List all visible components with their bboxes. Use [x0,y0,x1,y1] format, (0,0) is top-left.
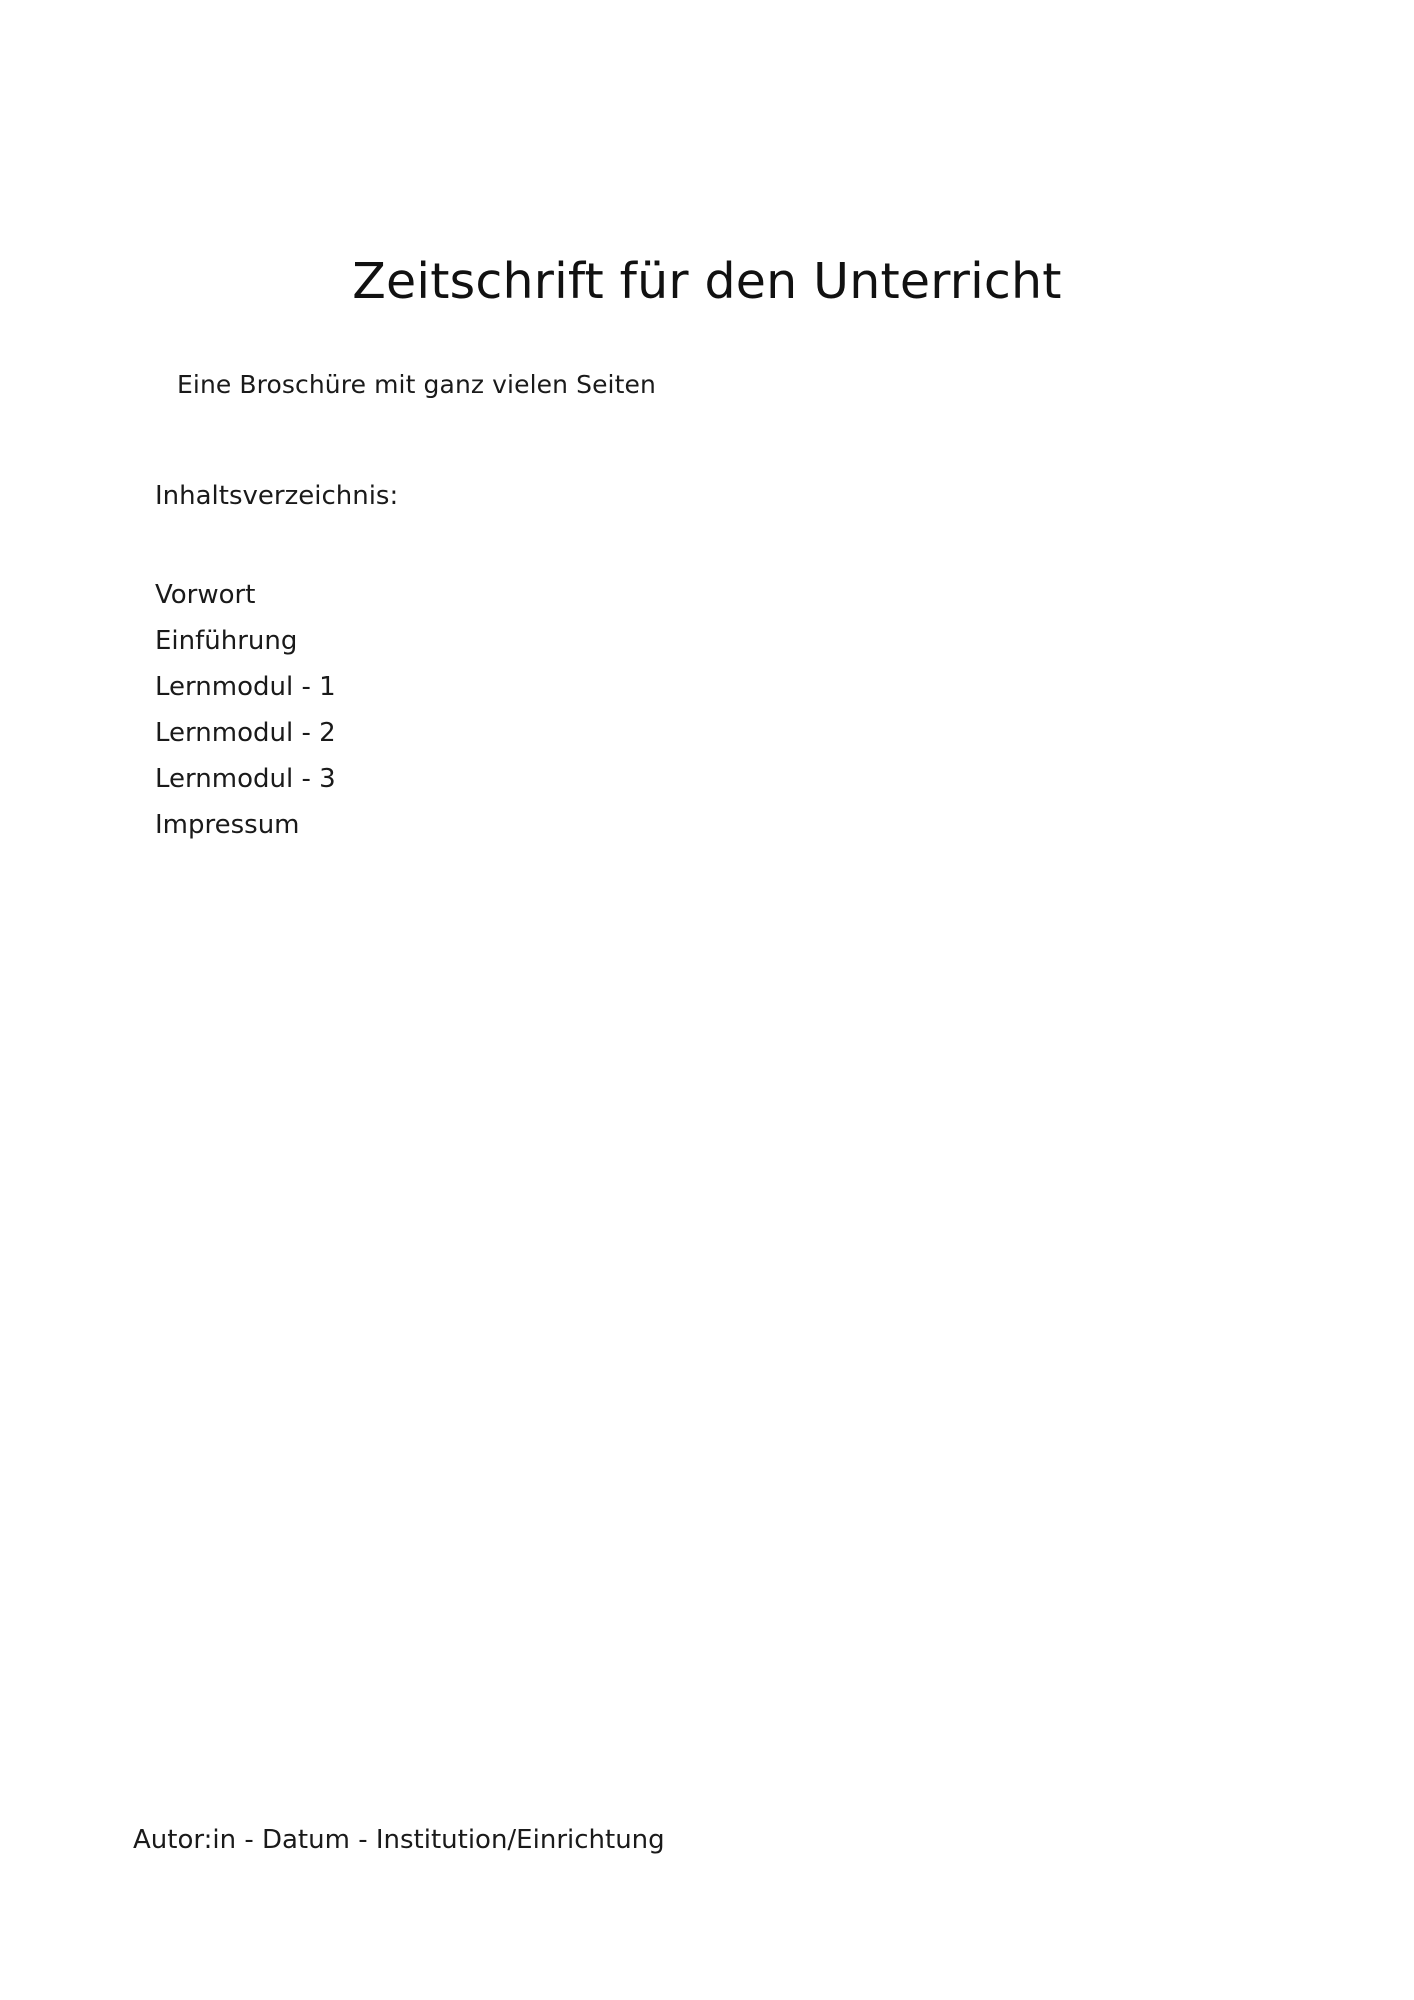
list-item: Lernmodul - 2 [155,718,336,748]
list-item: Lernmodul - 3 [155,764,336,794]
list-item: Vorwort [155,580,256,610]
table-of-contents-list [155,572,336,848]
list-item: Lernmodul - 1 [155,672,336,702]
list-item: Impressum [155,810,300,840]
list-item: Einführung [155,626,298,656]
table-of-contents-heading: Inhaltsverzeichnis: [155,481,399,511]
document-footer: Autor:in - Datum - Institution/Einrichtung [133,1825,665,1855]
page-title: Zeitschrift für den Unterricht [352,252,1062,310]
document-subtitle: Eine Broschüre mit ganz vielen Seiten [177,370,656,399]
